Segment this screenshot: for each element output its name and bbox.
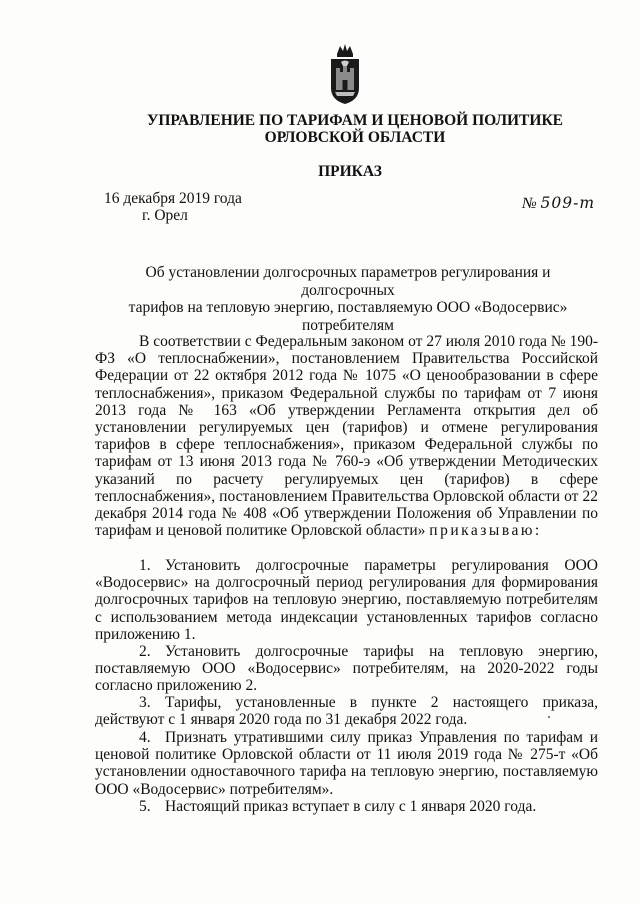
order-item <box>95 729 598 798</box>
subject-line3: потребителям <box>302 316 394 334</box>
org-title-line2: ОРЛОВСКОЙ ОБЛАСТИ <box>264 129 446 146</box>
number-handwritten: 509-т <box>540 194 596 212</box>
item-number: 2. <box>139 643 151 660</box>
item-number: 1. <box>139 557 151 574</box>
order-item <box>95 557 598 643</box>
preamble-paragraph <box>95 333 598 539</box>
item-text: Установить долгосрочные параметры регулирования ООО «Водосервис» на долгосрочный период регулирования для формирования долгосрочных тарифов на тепловую энергию, поставляемую потребителям с использованием метода индексации установленных тарифов согласно приложению 1. <box>95 557 598 643</box>
order-item <box>95 643 598 695</box>
scan-dot <box>548 716 550 718</box>
order-city: г. Орел <box>142 207 188 224</box>
item-text: Установить долгосрочные тарифы на тепловую энергию, поставляемую ООО «Водосервис» потребителям, на 2020-2022 годы согласно приложению 2. <box>95 643 598 695</box>
organization-title <box>130 112 580 146</box>
order-item <box>95 694 598 728</box>
order-date: 16 декабря 2019 года <box>104 190 242 207</box>
item-text: Признать утратившими силу приказ Управления по тарифам и ценовой политике Орловской области от 11 июля 2019 года № 275-т «Об установлении одноставочного тарифа на тепловую энергию, поставляемую ООО «Водосервис» потребителям». <box>95 729 598 798</box>
number-prefix: № <box>522 195 537 212</box>
order-item <box>95 798 598 815</box>
order-number <box>522 194 595 213</box>
document-type: ПРИКАЗ <box>318 163 382 180</box>
item-number: 5. <box>139 798 151 815</box>
order-subject <box>98 264 598 334</box>
item-number: 4. <box>139 729 151 746</box>
coat-of-arms-icon <box>327 42 363 106</box>
order-word: приказываю: <box>429 522 542 540</box>
subject-line1: Об установлении долгосрочных параметров регулирования и долгосрочных <box>145 264 551 299</box>
item-number: 3. <box>139 694 151 711</box>
preamble-text: В соответствии с Федеральным законом от 27 июля 2010 года № 190-ФЗ «О теплоснабжении», постановлением Правительства Российской Федерации от 22 октября 2012 года № 1075 «О ценообразовании в сфере теплоснабжения», приказом Федеральной службы по тарифам от 7 июня 2013 года № 163 «Об утверждении Регламента открытия дел об установлении регулируемых цен (тарифов) и отмене регулирования тарифов в сфере теплоснабжения», приказом Федеральной службы по тарифам от 13 июня 2013 года № 760-э «Об утверждении Методических указаний по расчету регулируемых цен (тарифов) в сфере теплоснабжения», постановлением Правительства Орловской области от 22 декабря 2014 года № 408 «Об утверждении Положения об Управлении по тарифам и ценовой политике Орловской области» <box>95 333 598 540</box>
item-text: Тарифы, установленные в пункте 2 настоящего приказа, действуют с 1 января 2020 года по 31 декабря 2022 года. <box>95 694 598 729</box>
item-text: Настоящий приказ вступает в силу с 1 января 2020 года. <box>165 798 537 815</box>
subject-line2: тарифов на тепловую энергию, поставляемую ООО «Водосервис» <box>128 299 568 316</box>
org-title-line1: УПРАВЛЕНИЕ ПО ТАРИФАМ И ЦЕНОВОЙ ПОЛИТИКЕ <box>146 112 564 129</box>
